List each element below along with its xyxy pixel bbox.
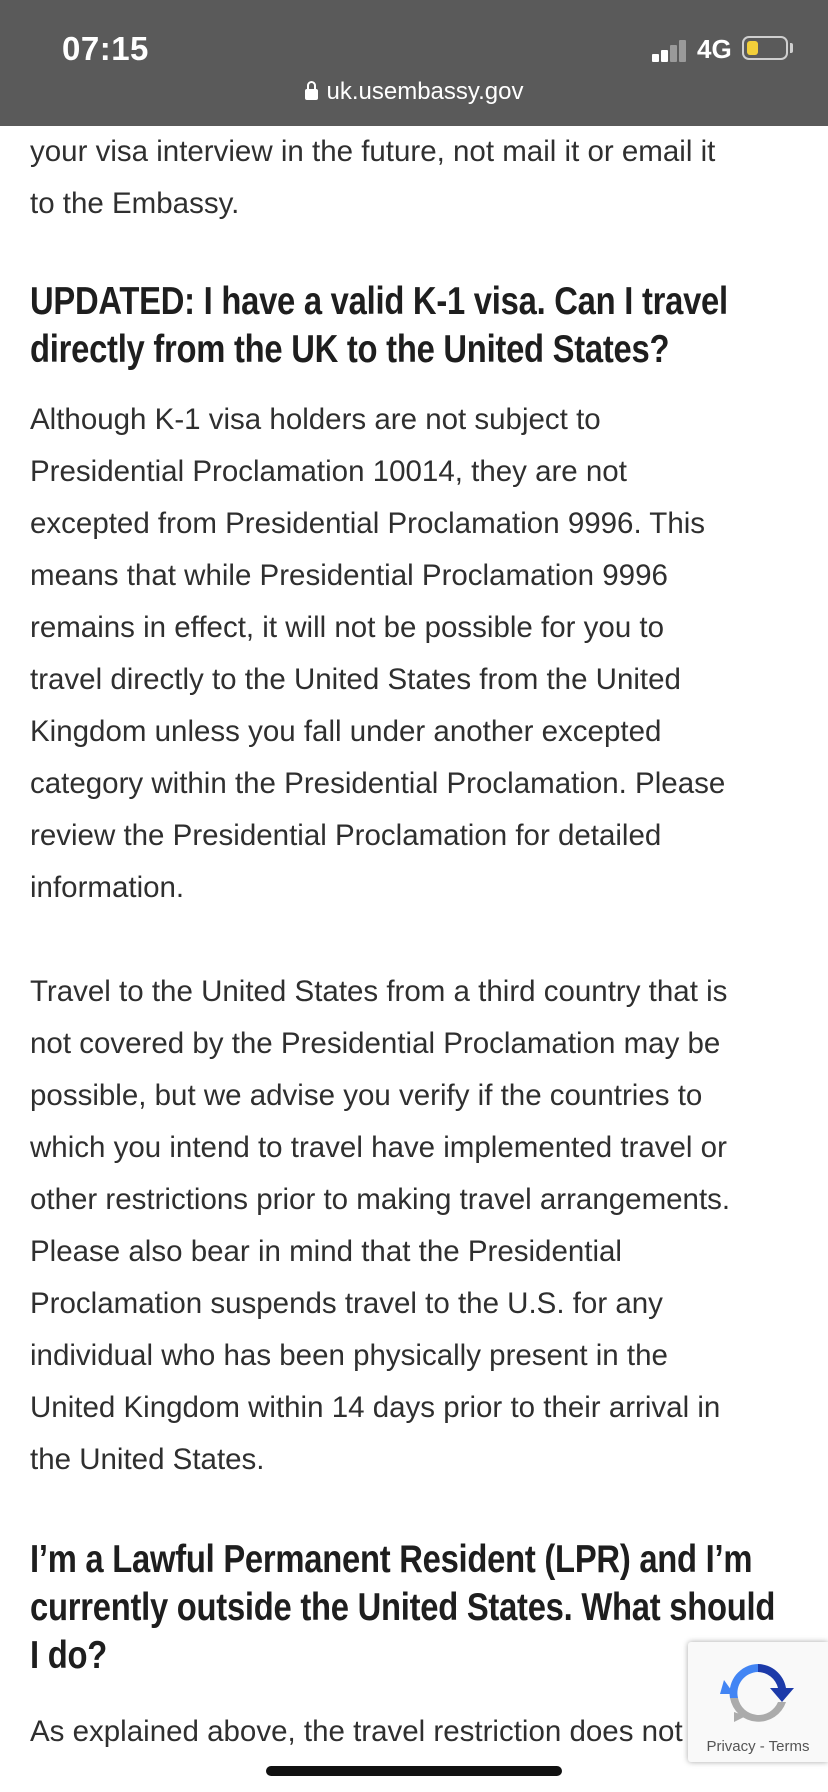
network-type: 4G: [697, 34, 732, 64]
paragraph-third-country: [30, 966, 800, 1486]
text-line: means that while Presidential Proclamation 9996: [30, 559, 668, 592]
text-line: information.: [30, 871, 185, 904]
text-line: excepted from Presidential Proclamation 9996. This: [30, 507, 706, 540]
text-line: Presidential Proclamation 10014, they are not: [30, 455, 627, 488]
recaptcha-icon: [720, 1658, 796, 1728]
text-line: individual who has been physically present in the: [30, 1339, 668, 1372]
heading-k1-visa: [30, 278, 793, 374]
text-line: Please also bear in mind that the Presidential: [30, 1235, 622, 1268]
status-time: 07:15: [62, 30, 149, 67]
text-line: the United States.: [30, 1443, 265, 1476]
text-line: United Kingdom within 14 days prior to their arrival in: [30, 1391, 721, 1424]
address-bar[interactable]: [0, 78, 828, 106]
text-line: Travel to the United States from a third country that is: [30, 975, 728, 1008]
heading-line: directly from the UK to the United States?: [30, 328, 670, 371]
paragraph-lpr-start: As explained above, the travel restriction does not: [30, 1715, 683, 1748]
text-line: Proclamation suspends travel to the U.S. for any: [30, 1287, 663, 1320]
signal-icon: [652, 38, 688, 62]
text-line: Although K-1 visa holders are not subject to: [30, 403, 601, 436]
heading-line: UPDATED: I have a valid K-1 visa. Can I travel: [30, 280, 728, 323]
status-bar: [0, 0, 828, 126]
text-line: category within the Presidential Proclamation. Please: [30, 767, 726, 800]
text-line: remains in effect, it will not be possible for you to: [30, 611, 665, 644]
heading-lpr: [30, 1536, 793, 1680]
heading-line: currently outside the United States. What should: [30, 1586, 776, 1629]
text-line: review the Presidential Proclamation for detailed: [30, 819, 662, 852]
text-line: possible, but we advise you verify if the countries to: [30, 1079, 703, 1112]
intro-line-1: your visa interview in the future, not mail it or email it: [30, 135, 716, 168]
text-line: not covered by the Presidential Proclamation may be: [30, 1027, 721, 1060]
text-line: which you intend to travel have implemented travel or: [30, 1131, 727, 1164]
heading-line: I do?: [30, 1634, 107, 1677]
text-line: other restrictions prior to making travel arrangements.: [30, 1183, 731, 1216]
battery-level: [747, 41, 758, 55]
lock-icon: [305, 89, 318, 100]
recaptcha-badge[interactable]: [688, 1642, 828, 1762]
battery-icon: [742, 36, 788, 60]
battery-cap: [790, 43, 793, 53]
intro-line-2: to the Embassy.: [30, 187, 240, 220]
text-line: travel directly to the United States from the United: [30, 663, 681, 696]
paragraph-k1-proclamation: [30, 394, 800, 914]
heading-line: I’m a Lawful Permanent Resident (LPR) and I’m: [30, 1538, 753, 1581]
home-indicator[interactable]: [266, 1766, 562, 1776]
recaptcha-links[interactable]: Privacy - Terms: [706, 1738, 810, 1755]
text-line: Kingdom unless you fall under another excepted: [30, 715, 662, 748]
article-content: [30, 126, 800, 1758]
address-url: uk.usembassy.gov: [326, 78, 524, 105]
